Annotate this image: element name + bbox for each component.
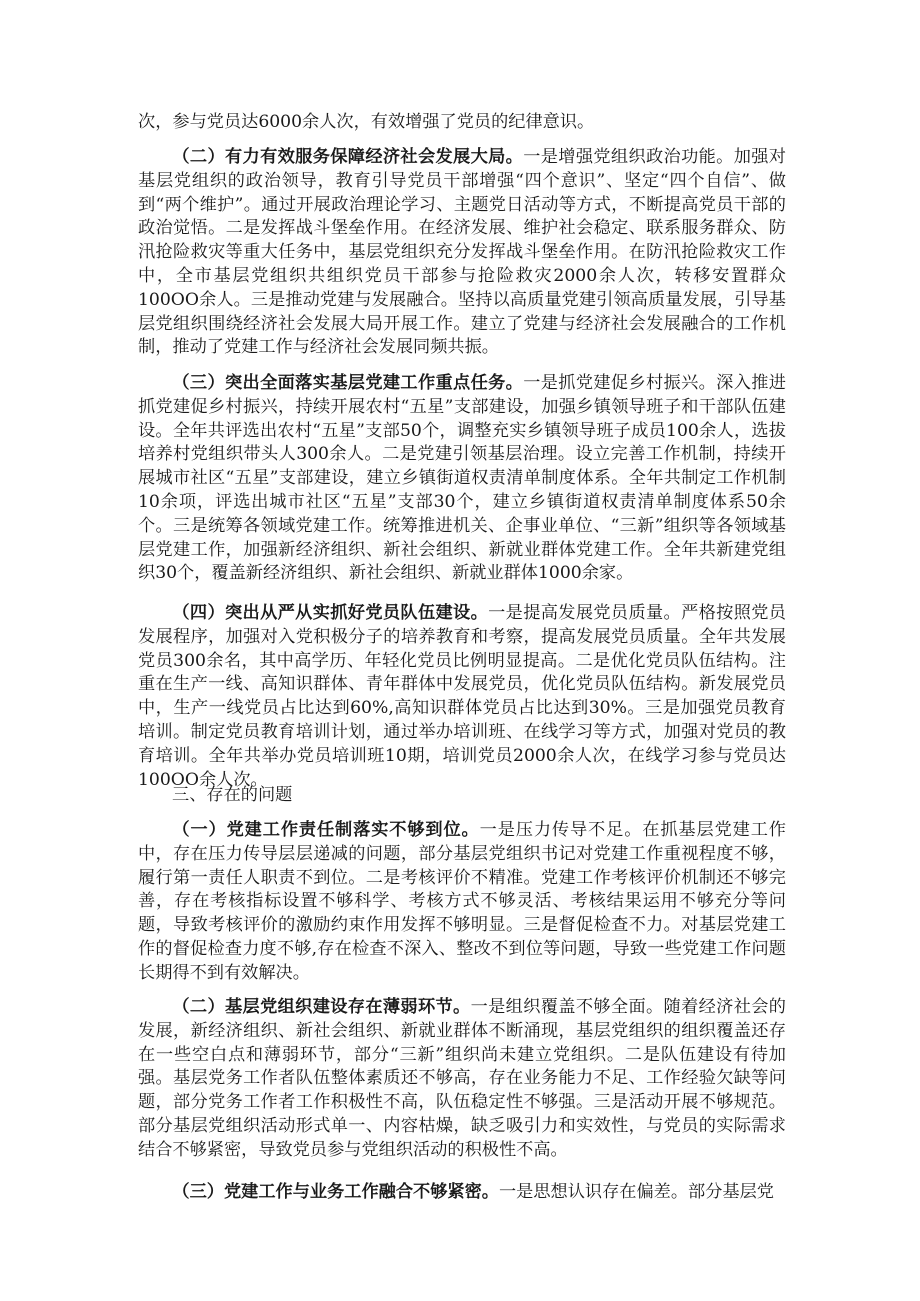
paragraph-lead: （二）基层党组织建设存在薄弱环节。	[172, 997, 471, 1017]
paragraph-text: 一是思想认识存在偏差。部分基层党	[498, 1182, 774, 1202]
paragraph-problem-3	[138, 1181, 786, 1205]
paragraph-text: 一是提高发展党员质量。严格按照党员发展程序，加强对入党积极分子的培养教育和考察，提高发展党员质量。全年共发展党员300余名，其中高学历、年轻化党员比例明显提高。二是优化党员队伍结构。注重在生产一线、高知识群体、青年群体中发展党员，优化党员队伍结构。新发展党员中，生产一线党员占比达到60%,高知识群体党员占比达到30%。三是加强党员教育培训。制定党员教育培训计划，通过举办培训班、在线学习等方式，加强对党员的教育培训。全年共举办党员培训班10期，培训党员2000余人次，在线学习参与党员达100OO余人次。	[138, 603, 786, 790]
paragraph-lead: （二）有力有效服务保障经济社会发展大局。	[172, 147, 524, 167]
paragraph-continuation	[138, 111, 786, 135]
paragraph-problem-1	[138, 819, 786, 986]
paragraph-lead: （一）党建工作责任制落实不够到位。	[172, 820, 480, 840]
paragraph-text: 一是压力传导不足。在抓基层党建工作中，存在压力传导层层递减的问题，部分基层党组织书记对党建工作重视程度不够，履行第一责任人职责不到位。二是考核评价不精准。党建工作考核评价机制还不够完善，存在考核指标设置不够科学、考核方式不够灵活、考核结果运用不够充分等问题，导致考核评价的激励约束作用发挥不够明显。三是督促检查不力。对基层党建工作的督促检查力度不够,存在检查不深入、整改不到位等问题，导致一些党建工作问题长期得不到有效解决。	[138, 820, 786, 983]
paragraph-section-2-2	[138, 146, 786, 360]
paragraph-lead: （三）突出全面落实基层党建工作重点任务。	[172, 373, 524, 393]
paragraph-lead: （三）党建工作与业务工作融合不够紧密。	[172, 1182, 499, 1202]
paragraph-text: 一是增强党组织政治功能。加强对基层党组织的政治领导，教育引导党员干部增强“四个意识”、坚定“四个自信”、做到“两个维护”。通过开展政治理论学习、主题党日活动等方式，不断提高党员干部的政治觉悟。二是发挥战斗堡垒作用。在经济发展、维护社会稳定、联系服务群众、防汛抢险救灾等重大任务中，基层党组织充分发挥战斗堡垒作用。在防汛抢险救灾工作中，全市基层党组织共组织党员干部参与抢险救灾2000余人次，转移安置群众100OO余人。三是推动党建与发展融合。坚持以高质量党建引领高质量发展，引导基层党组织围绕经济社会发展大局开展工作。建立了党建与经济社会发展融合的工作机制，推动了党建工作与经济社会发展同频共振。	[138, 147, 786, 358]
section-heading	[172, 784, 292, 808]
paragraph-section-2-4	[138, 602, 786, 792]
paragraph-section-2-3	[138, 372, 786, 586]
paragraph-lead: （四）突出从严从实抓好党员队伍建设。	[172, 603, 489, 623]
heading-text: 三、存在的问题	[172, 785, 293, 805]
paragraph-text: 次，参与党员达6000余人次，有效增强了党员的纪律意识。	[138, 112, 595, 132]
paragraph-problem-2	[138, 996, 786, 1163]
paragraph-text: 一是组织覆盖不够全面。随着经济社会的发展，新经济组织、新社会组织、新就业群体不断涌现，基层党组织的组织覆盖还存在一些空白点和薄弱环节，部分“三新”组织尚未建立党组织。二是队伍建设有待加强。基层党务工作者队伍整体素质还不够高，存在业务能力不足、工作经验欠缺等问题，部分党务工作者工作积极性不高，队伍稳定性不够强。三是活动开展不够规范。部分基层党组织活动形式单一、内容枯燥，缺乏吸引力和实效性，与党员的实际需求结合不够紧密，导致党员参与党组织活动的积极性不高。	[138, 997, 786, 1160]
paragraph-text: 一是抓党建促乡村振兴。深入推进抓党建促乡村振兴，持续开展农村“五星”支部建设，加强乡镇领导班子和干部队伍建设。全年共评选出农村“五星”支部50个，调整充实乡镇领导班子成员100余人，选拔培养村党组织带头人300余人。二是党建引领基层治理。设立完善工作机制，持续开展城市社区“五星”支部建设，建立乡镇街道权责清单制度体系。全年共制定工作机制10余项，评选出城市社区“五星”支部30个，建立乡镇街道权责清单制度体系50余个。三是统筹各领域党建工作。统筹推进机关、企事业单位、“三新”组织等各领域基层党建工作，加强新经济组织、新社会组织、新就业群体党建工作。全年共新建党组织30个，覆盖新经济组织、新社会组织、新就业群体1000余家。	[138, 373, 786, 584]
